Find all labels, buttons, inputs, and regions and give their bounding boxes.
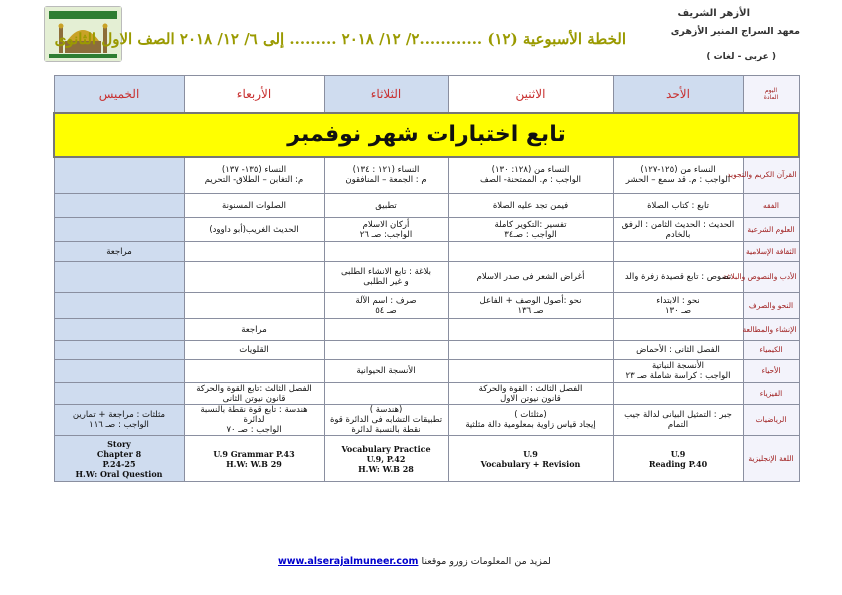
cell-line: م : الجمعة – المنافقون: [345, 175, 427, 186]
cell-line: بلاغة : تابع الانشاء الطلبى: [340, 267, 432, 277]
schedule-cell: [613, 360, 743, 383]
banner-row: [54, 113, 799, 157]
schedule-cell: [184, 405, 324, 436]
cell-line: الفصل الثالث : القوة والحركة: [478, 383, 583, 394]
schedule-cell: [184, 293, 324, 319]
cell-line: النساء من (١٢٨: ١٣٠): [491, 165, 570, 176]
cell-line: الواجب: صـ ٢٦: [359, 229, 413, 240]
schedule-cell: [448, 293, 613, 319]
schedule-cell: [613, 218, 743, 242]
schedule-cell: [54, 293, 184, 319]
cell-line: إيجاد قياس زاوية بمعلومية دالة مثلثية: [465, 420, 596, 430]
schedule-cell: [448, 218, 613, 242]
subject-label: القرآن الكريم والتجويد: [743, 157, 799, 194]
cell-line: تفسير :التكوير كاملة: [494, 219, 567, 230]
subject-label: الفيزياء: [743, 383, 799, 405]
schedule-cell: [324, 157, 448, 194]
schedule-cell: [184, 341, 324, 360]
cell-line: نقطة بالنسبة لدائرة: [351, 425, 421, 435]
schedule-cell: [184, 157, 324, 194]
schedule-cell: [448, 341, 613, 360]
schedule-cell: [448, 436, 613, 482]
corner-subject-label: المادة: [763, 93, 779, 101]
subject-label: الأحياء: [743, 360, 799, 383]
cell-line: تابع : كتاب الصلاة: [647, 200, 709, 211]
cell-line: فيمن تجد عليه الصلاة: [492, 200, 569, 211]
cell-line: جبر : التمثيل البيانى لدالة جيب: [624, 410, 732, 420]
cell-line: الفصل الثالث :تابع القوة والحركة: [196, 383, 312, 394]
cell-line: أغراض الشعر فى صدر الاسلام: [476, 272, 585, 282]
subject-label: الفقه: [743, 194, 799, 218]
weekly-schedule-table: [53, 75, 800, 482]
cell-line: U.9 Grammar P.43: [213, 448, 295, 459]
cell-line: تطبيق: [375, 200, 397, 211]
subject-label: النحو والصرف: [743, 293, 799, 319]
cell-line: صـ ١٣٦: [517, 305, 544, 316]
day-header-wednesday: الأربعاء: [184, 76, 324, 113]
cell-line: Story: [107, 438, 131, 449]
schedule-row: [54, 242, 799, 262]
schedule-cell: [324, 341, 448, 360]
website-link[interactable]: www.alserajalmuneer.com: [278, 556, 419, 567]
cell-line: (هندسة ): [369, 405, 403, 415]
cell-line: U.9: [670, 448, 686, 459]
exam-banner: تابع اختبارات شهر نوفمبر: [54, 113, 799, 157]
subject-label: الكيمياء: [743, 341, 799, 360]
cell-line: الفصل الثانى : الأحماض: [636, 345, 720, 355]
cell-line: (مثلثات ): [514, 410, 547, 420]
cell-line: مراجعة: [106, 246, 132, 257]
cell-line: أركان الاسلام: [362, 219, 410, 230]
schedule-cell: [324, 319, 448, 341]
schedule-cell: [54, 262, 184, 293]
cell-line: الواجب : صـ ٧٠: [226, 425, 282, 435]
cell-line: صـ ١٣٠: [664, 305, 692, 316]
schedule-row: [54, 360, 799, 383]
schedule-row: [54, 405, 799, 436]
schedule-row: [54, 436, 799, 482]
footer: [278, 556, 551, 567]
cell-line: الصلوات المسنونة: [222, 200, 286, 211]
schedule-cell: [613, 262, 743, 293]
cell-line: قانون نيوتن الثانى: [222, 393, 286, 404]
cell-line: تطبيقات التشابه فى الدائرة قوة: [329, 415, 443, 425]
schedule-cell: [54, 405, 184, 436]
schedule-cell: [54, 194, 184, 218]
cell-line: H.W: W.B 28: [358, 463, 414, 474]
schedule-cell: [448, 242, 613, 262]
schedule-cell: [324, 293, 448, 319]
day-header-sunday: الأحد: [613, 76, 743, 113]
cell-line: م: التغابن – الطلاق- التحريم: [204, 175, 304, 186]
schedule-row: [54, 341, 799, 360]
organization-name: الأزهر الشريف: [677, 8, 750, 19]
plan-title: الخطة الأسبوعية (١٢) ............٢/ ١٢/ ٢٠١٨ ......... إلى ٦/ ١٢/ ٢٠١٨ الصف الاول الثانوى: [54, 30, 626, 48]
schedule-cell: [613, 293, 743, 319]
schedule-cell: [54, 341, 184, 360]
schedule-cell: [448, 383, 613, 405]
schedule-cell: [613, 341, 743, 360]
cell-line: الواجب : صـ ١١٦: [89, 420, 149, 430]
subject-label: العلوم الشرعية: [743, 218, 799, 242]
schedule-cell: [324, 194, 448, 218]
cell-line: لدائرة: [243, 415, 265, 425]
cell-line: Chapter 8: [96, 448, 142, 459]
schedule-cell: [448, 262, 613, 293]
cell-line: الواجب : م. الممتحنة- الصف: [479, 175, 582, 186]
cell-line: Vocabulary + Revision: [480, 458, 581, 469]
schedule-cell: [324, 218, 448, 242]
cell-line: نحو : الابتداء: [656, 295, 700, 306]
cell-line: النساء (١٣٥- ١٣٧): [221, 165, 287, 176]
schedule-cell: [184, 436, 324, 482]
schedule-cell: [54, 242, 184, 262]
cell-line: الأنسجة الحيوانية: [356, 366, 416, 376]
cell-line: مراجعة: [241, 324, 267, 335]
schedule-cell: [184, 218, 324, 242]
cell-line: الواجب : كراسة شاملة صـ ٢٣: [625, 371, 731, 381]
cell-line: قانون نيوتن الاول: [500, 393, 561, 404]
cell-line: P.24-25: [102, 458, 136, 469]
school-name: معهد السراج المنير الأزهرى: [670, 26, 800, 37]
schedule-cell: [448, 360, 613, 383]
corner-day-label: اليوم: [764, 86, 778, 94]
schedule-cell: [324, 383, 448, 405]
schedule-row: [54, 218, 799, 242]
subject-label: الإنشاء والمطالعة: [743, 319, 799, 341]
cell-line: النساء من (١٢٥-١٢٧): [640, 165, 716, 176]
schedule-cell: [613, 242, 743, 262]
cell-line: H.W: Oral Question: [75, 468, 163, 479]
cell-line: النساء (١٢١ : ١٣٤): [352, 165, 420, 176]
schedule-row: [54, 319, 799, 341]
cell-line: الحديث الغريب(أبو داوود): [209, 224, 299, 235]
cell-line: الواجب : صـ٣٤: [504, 229, 557, 240]
schedule-cell: [448, 319, 613, 341]
cell-line: صرف : اسم الآلة: [355, 295, 417, 306]
footer-text: لمزيد من المعلومات زورو موقعنا: [421, 556, 551, 567]
schedule-row: [54, 262, 799, 293]
schedule-row: [54, 194, 799, 218]
schedule-cell: [184, 194, 324, 218]
schedule-cell: [613, 319, 743, 341]
schedule-cell: [54, 436, 184, 482]
cell-line: هندسة : تابع قوة نقطة بالنسبة: [200, 405, 308, 415]
cell-line: U.9, P.42: [366, 453, 406, 464]
cell-line: الحديث : الحديث الثامن : الرفق: [621, 219, 735, 230]
schedule-cell: [184, 242, 324, 262]
day-header-thursday: الخميس: [54, 76, 184, 113]
schedule-cell: [613, 436, 743, 482]
cell-line: بالخادم: [665, 229, 691, 240]
cell-line: الواجب : م. قد سمع – الحشر: [625, 175, 731, 186]
cell-line: و غير الطلبى: [363, 277, 409, 287]
schedule-cell: [613, 157, 743, 194]
schedule-cell: [54, 218, 184, 242]
schedule-cell: [448, 194, 613, 218]
schedule-cell: [324, 405, 448, 436]
schedule-cell: [448, 405, 613, 436]
cell-line: Vocabulary Practice: [341, 443, 431, 454]
subject-label: الأدب والنصوص والبلاغة: [743, 262, 799, 293]
cell-line: الأنسجة النباتية: [651, 361, 705, 371]
day-header-row: [54, 76, 799, 113]
cell-line: صـ ٥٤: [375, 305, 397, 316]
cell-line: مثلثات : مراجعة + تمارين: [72, 410, 166, 420]
cell-line: U.9: [523, 448, 538, 459]
schedule-cell: [184, 319, 324, 341]
subject-label: الرياضيات: [743, 405, 799, 436]
subject-label: اللغة الإنجليزية: [743, 436, 799, 482]
schedule-cell: [324, 242, 448, 262]
schedule-cell: [613, 405, 743, 436]
schedule-cell: [54, 157, 184, 194]
schedule-row: [54, 157, 799, 194]
schedule-cell: [184, 360, 324, 383]
schedule-cell: [324, 262, 448, 293]
schedule-cell: [448, 157, 613, 194]
schedule-cell: [184, 383, 324, 405]
cell-line: القلويات: [239, 345, 269, 355]
schedule-row: [54, 383, 799, 405]
cell-line: Reading P.40: [648, 458, 708, 469]
schedule-cell: [613, 383, 743, 405]
schedule-row: [54, 293, 799, 319]
cell-line: التمام: [667, 420, 689, 430]
day-header-tuesday: الثلاثاء: [324, 76, 448, 113]
schedule-cell: [613, 194, 743, 218]
schedule-cell: [54, 383, 184, 405]
school-section: ( عربى - لغات ): [706, 52, 776, 62]
cell-line: نصوص : تابع قصيدة زفرة والد: [624, 272, 732, 282]
corner-cell: [743, 76, 799, 113]
day-header-monday: الاثنين: [448, 76, 613, 113]
schedule-cell: [54, 319, 184, 341]
subject-label: الثقافة الإسلامية: [743, 242, 799, 262]
cell-line: H.W: W.B 29: [226, 458, 282, 469]
schedule-cell: [184, 262, 324, 293]
schedule-cell: [324, 436, 448, 482]
cell-line: نحو :أصول الوصف + الفاعل: [479, 295, 582, 306]
schedule-cell: [324, 360, 448, 383]
schedule-cell: [54, 360, 184, 383]
